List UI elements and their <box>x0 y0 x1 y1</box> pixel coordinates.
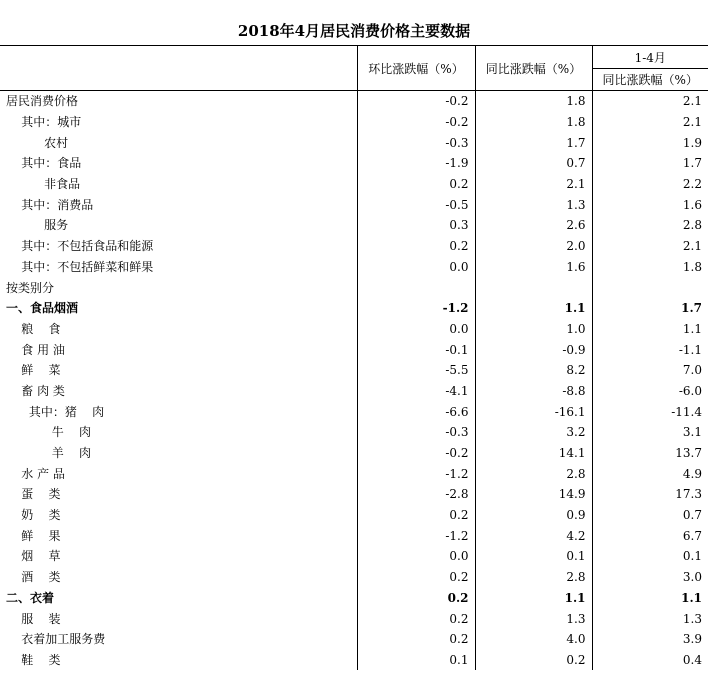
mom-change-value: 0.0 <box>357 546 475 567</box>
row-label: 蛋 类 <box>0 484 357 505</box>
yoy-change-value: 2.0 <box>475 236 592 257</box>
cumulative-yoy-change-value: 1.1 <box>681 590 702 605</box>
table-row <box>0 236 708 257</box>
mom-change-value: -0.3 <box>357 132 475 153</box>
table-row <box>0 153 708 174</box>
row-label: 其中：城市 <box>0 112 357 133</box>
table-row <box>0 484 708 505</box>
row-label: 酒 类 <box>0 567 357 588</box>
mom-change-value: -0.3 <box>357 422 475 443</box>
cumulative-yoy-change-value: 2.1 <box>682 239 702 254</box>
row-label: 羊 肉 <box>0 443 357 464</box>
table-row <box>0 194 708 215</box>
table-row <box>0 505 708 526</box>
row-label: 鲜 菜 <box>0 360 357 381</box>
table-row <box>0 319 708 340</box>
row-label: 其中：食品 <box>0 153 357 174</box>
table-row <box>0 463 708 484</box>
yoy-change-value: 4.0 <box>475 629 592 650</box>
row-label: 食 用 油 <box>0 339 357 360</box>
cumulative-yoy-change-value: 2.8 <box>682 218 702 233</box>
cumulative-yoy-change-value: 3.9 <box>682 632 702 647</box>
cumulative-yoy-change-value: 13.7 <box>675 446 702 461</box>
mom-change-value: 0.2 <box>357 608 475 629</box>
row-label: 一、食品烟酒 <box>0 298 357 319</box>
table-row <box>0 650 708 671</box>
yoy-change-value: 14.1 <box>475 443 592 464</box>
mom-change-value: 0.2 <box>357 567 475 588</box>
table-row <box>0 525 708 546</box>
yoy-change-value: 1.3 <box>475 194 592 215</box>
row-label: 畜 肉 类 <box>0 381 357 402</box>
table-body <box>0 91 708 671</box>
row-label: 鲜 果 <box>0 525 357 546</box>
mom-change-value: 0.2 <box>357 174 475 195</box>
yoy-change-value: 0.9 <box>475 505 592 526</box>
cumulative-yoy-change-value: 7.0 <box>682 363 702 378</box>
mom-change-value: 0.0 <box>357 257 475 278</box>
header-blank-cell <box>0 46 357 91</box>
yoy-change-value: 3.2 <box>475 422 592 443</box>
cumulative-yoy-change-value: 1.6 <box>682 197 702 212</box>
row-label: 烟 草 <box>0 546 357 567</box>
table-row <box>0 277 708 298</box>
table-row <box>0 567 708 588</box>
yoy-change-value: 1.8 <box>475 112 592 133</box>
cumulative-yoy-change-value: 2.1 <box>682 94 702 109</box>
row-label: 奶 类 <box>0 505 357 526</box>
cumulative-yoy-change-value: 0.4 <box>682 652 702 667</box>
mom-change-value: -0.2 <box>357 91 475 112</box>
row-label: 水 产 品 <box>0 463 357 484</box>
row-label: 其中：不包括食品和能源 <box>0 236 357 257</box>
table-row <box>0 546 708 567</box>
cpi-table <box>0 45 708 670</box>
page-title: 2018年4月居民消费价格主要数据 <box>237 22 471 40</box>
yoy-change-value: 2.8 <box>475 567 592 588</box>
yoy-change-value: -0.9 <box>475 339 592 360</box>
yoy-change-value: 14.9 <box>475 484 592 505</box>
yoy-change-value: -8.8 <box>475 381 592 402</box>
mom-change-value: -1.2 <box>357 525 475 546</box>
yoy-change-value: 1.7 <box>475 132 592 153</box>
mom-change-value <box>357 277 475 298</box>
cumulative-yoy-change-value: 1.7 <box>682 156 702 171</box>
table-header <box>0 46 708 91</box>
row-label: 粮 食 <box>0 319 357 340</box>
row-label: 衣着加工服务费 <box>0 629 357 650</box>
yoy-change-value: 1.1 <box>475 588 592 609</box>
cumulative-yoy-change-value: 2.2 <box>682 177 702 192</box>
mom-change-value: -1.9 <box>357 153 475 174</box>
yoy-change-value: 1.3 <box>475 608 592 629</box>
yoy-change-value: 2.8 <box>475 463 592 484</box>
mom-change-value: 0.1 <box>357 650 475 671</box>
table-row <box>0 588 708 609</box>
yoy-change-value: 2.1 <box>475 174 592 195</box>
yoy-change-value: 8.2 <box>475 360 592 381</box>
mom-change-value: -1.2 <box>357 298 475 319</box>
mom-change-value: -0.2 <box>357 443 475 464</box>
header-mom-change: 环比涨跌幅（%） <box>357 46 475 91</box>
cumulative-yoy-change-value: 1.7 <box>681 301 702 316</box>
yoy-change-value: 0.1 <box>475 546 592 567</box>
mom-change-value: 0.3 <box>357 215 475 236</box>
mom-change-value: -2.8 <box>357 484 475 505</box>
cumulative-yoy-change-value: 17.3 <box>675 487 702 502</box>
row-label: 按类别分 <box>0 277 357 298</box>
header-yoy-change: 同比涨跌幅（%） <box>475 46 592 91</box>
cumulative-yoy-change-value: 0.7 <box>682 508 702 523</box>
yoy-change-value <box>475 277 592 298</box>
row-label: 服务 <box>0 215 357 236</box>
table-row <box>0 608 708 629</box>
cumulative-yoy-change-value: 0.1 <box>682 549 702 564</box>
table-row <box>0 629 708 650</box>
cumulative-yoy-change-value: 3.1 <box>682 425 702 440</box>
yoy-change-value: 1.0 <box>475 319 592 340</box>
yoy-change-value: 1.1 <box>475 298 592 319</box>
mom-change-value: -0.2 <box>357 112 475 133</box>
yoy-change-value: -16.1 <box>475 401 592 422</box>
table-row <box>0 401 708 422</box>
mom-change-value: -0.1 <box>357 339 475 360</box>
cumulative-yoy-change-value: -6.0 <box>678 383 702 398</box>
mom-change-value: 0.0 <box>357 319 475 340</box>
cumulative-yoy-change-value <box>592 277 708 298</box>
table-row <box>0 443 708 464</box>
yoy-change-value: 1.6 <box>475 257 592 278</box>
cumulative-yoy-change-value: 1.3 <box>682 611 702 626</box>
row-label: 其中：不包括鲜菜和鲜果 <box>0 257 357 278</box>
mom-change-value: -6.6 <box>357 401 475 422</box>
table-row <box>0 215 708 236</box>
table-row <box>0 381 708 402</box>
row-label: 非食品 <box>0 174 357 195</box>
header-cumulative-yoy-change: 同比涨跌幅（%） <box>592 69 708 91</box>
mom-change-value: 0.2 <box>357 505 475 526</box>
row-label: 二、衣着 <box>0 588 357 609</box>
header-period-group: 1-4月 <box>592 46 708 69</box>
cumulative-yoy-change-value: 4.9 <box>682 466 702 481</box>
mom-change-value: -0.5 <box>357 194 475 215</box>
yoy-change-value: 0.2 <box>475 650 592 671</box>
row-label: 居民消费价格 <box>0 91 357 112</box>
table-row <box>0 298 708 319</box>
row-label: 服 装 <box>0 608 357 629</box>
table-row <box>0 339 708 360</box>
row-label: 鞋 类 <box>0 650 357 671</box>
cumulative-yoy-change-value: -1.1 <box>678 342 702 357</box>
cumulative-yoy-change-value: 1.1 <box>682 321 702 336</box>
table-row <box>0 257 708 278</box>
cumulative-yoy-change-value: 3.0 <box>682 570 702 585</box>
yoy-change-value: 4.2 <box>475 525 592 546</box>
mom-change-value: -5.5 <box>357 360 475 381</box>
row-label: 农村 <box>0 132 357 153</box>
mom-change-value: 0.2 <box>357 236 475 257</box>
cumulative-yoy-change-value: 2.1 <box>682 115 702 130</box>
row-label: 其中：消费品 <box>0 194 357 215</box>
table-row <box>0 422 708 443</box>
table-row <box>0 132 708 153</box>
cumulative-yoy-change-value: 6.7 <box>682 528 702 543</box>
yoy-change-value: 1.8 <box>475 91 592 112</box>
table-row <box>0 91 708 112</box>
table-row <box>0 360 708 381</box>
yoy-change-value: 0.7 <box>475 153 592 174</box>
cumulative-yoy-change-value: -11.4 <box>671 404 702 419</box>
row-label: 牛 肉 <box>0 422 357 443</box>
cumulative-yoy-change-value: 1.8 <box>682 259 702 274</box>
mom-change-value: 0.2 <box>357 588 475 609</box>
yoy-change-value: 2.6 <box>475 215 592 236</box>
table-row <box>0 112 708 133</box>
cumulative-yoy-change-value: 1.9 <box>682 135 702 150</box>
table-row <box>0 174 708 195</box>
mom-change-value: 0.2 <box>357 629 475 650</box>
row-label: 其中：猪 肉 <box>0 401 357 422</box>
mom-change-value: -1.2 <box>357 463 475 484</box>
mom-change-value: -4.1 <box>357 381 475 402</box>
